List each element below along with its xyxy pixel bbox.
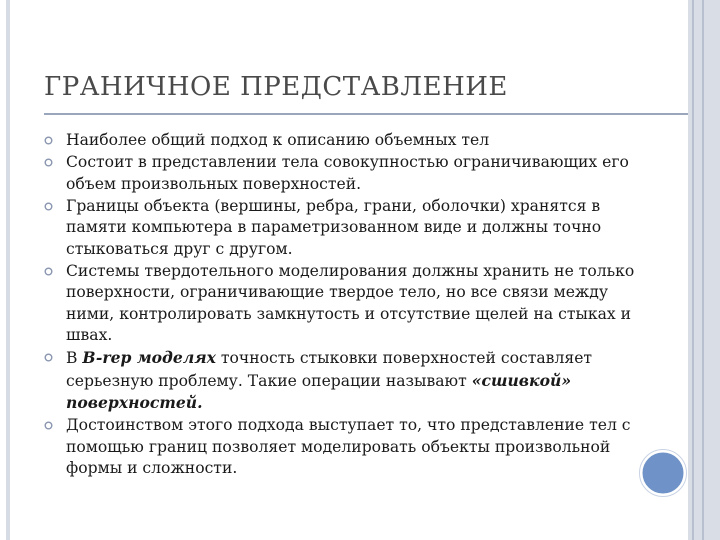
emphasis-text: B-rep моделях	[82, 348, 216, 367]
circle-decoration-icon	[639, 449, 687, 497]
list-item	[44, 347, 644, 415]
list-item	[44, 261, 644, 347]
right-border-line	[702, 0, 704, 540]
ring-bullet-icon	[44, 158, 53, 167]
list-item	[44, 415, 644, 480]
item-text-run: точность стыковки поверхностей составляет серьезную проблему. Такие операции называют	[66, 349, 593, 390]
list-item	[44, 196, 644, 261]
ring-bullet-icon	[44, 267, 53, 276]
item-text-run: Системы твердотельного моделирования должны хранить не только поверхности, ограничивающие твердое тело, но все связи между ними, контролировать замкнутость и отсутствие щелей на стыках и швах.	[66, 261, 635, 344]
right-border-line	[692, 0, 694, 540]
ring-bullet-icon	[44, 202, 53, 211]
item-text-run: Состоит в представлении тела совокупностью ограничивающих его объем произвольных поверхностей.	[66, 153, 629, 193]
left-border-rule	[6, 0, 10, 540]
list-item-text	[66, 415, 644, 480]
bullet-list	[44, 130, 644, 480]
item-text-run: В	[66, 349, 83, 367]
item-text-run: Границы объекта (вершины, ребра, грани, оболочки) хранятся в памяти компьютера в параметризованном виде и должны точно стыковаться друг с другом.	[66, 196, 602, 258]
list-item	[44, 130, 644, 152]
item-text-run: Достоинством этого подхода выступает то, что представление тел с помощью границ позволяет моделировать объекты произвольной формы и сложности.	[66, 416, 631, 477]
emphasis-text: «сшивкой» поверхностей.	[66, 370, 572, 412]
list-item-text	[66, 261, 644, 347]
ring-bullet-icon	[44, 421, 53, 430]
list-item	[44, 152, 644, 195]
slide-title: ГРАНИЧНОЕ ПРЕДСТАВЛЕНИЕ	[44, 72, 508, 102]
list-item-text	[66, 196, 644, 261]
list-item-text	[66, 347, 644, 415]
list-item-text	[66, 130, 644, 152]
title-underline	[44, 113, 688, 115]
item-text-run: Наиболее общий подход к описанию объемных тел	[66, 131, 490, 149]
ring-bullet-icon	[44, 353, 53, 362]
ring-bullet-icon	[44, 136, 53, 145]
list-item-text	[66, 152, 644, 195]
